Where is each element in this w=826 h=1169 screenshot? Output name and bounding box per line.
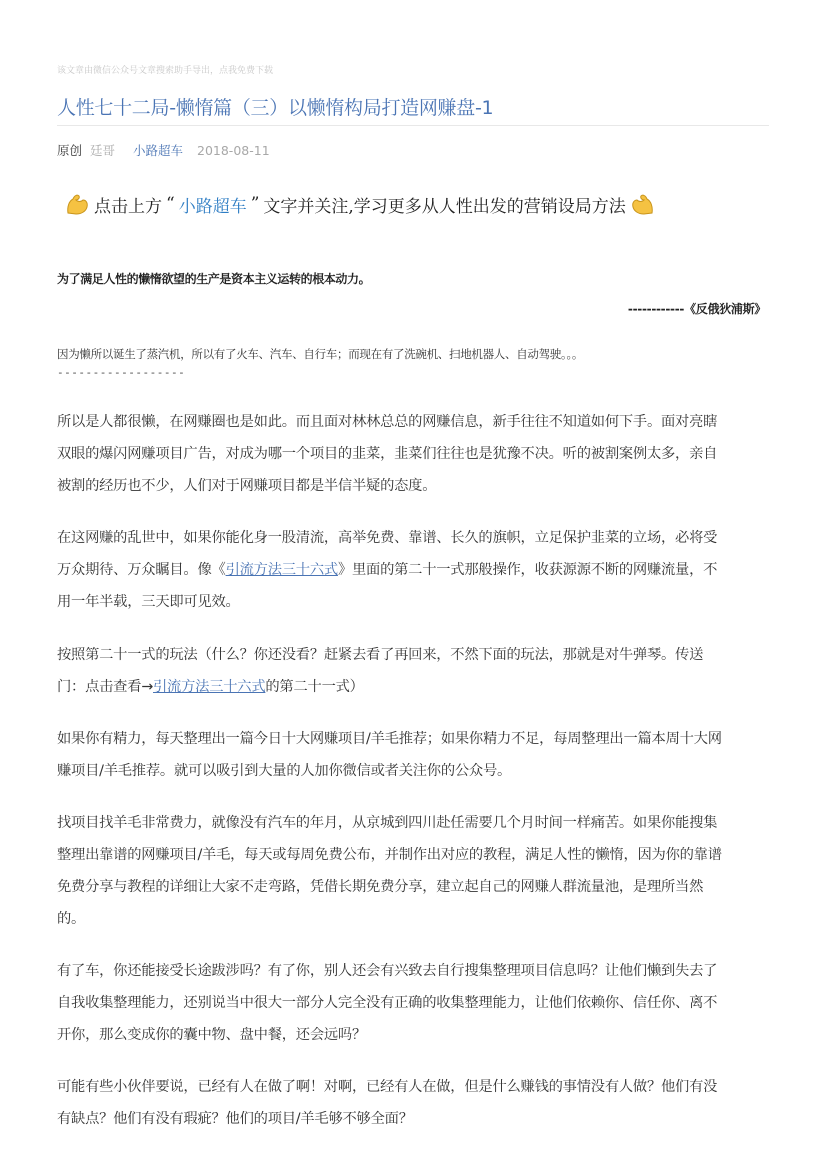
paragraph-6 — [57, 955, 769, 1051]
banner-close-quote: ” — [250, 194, 260, 214]
original-label: 原创 — [57, 143, 83, 158]
paragraph-4 — [57, 723, 769, 787]
traffic-methods-link[interactable]: 引流方法三十六式 — [153, 679, 266, 695]
paragraph-line: 如果你有精力，每天整理出一篇今日十大网赚项目/羊毛推荐；如果你精力不足，每周整理出一篇本周十大网 — [57, 731, 722, 747]
paragraph-line: 开你，那么变成你的囊中物、盘中餐，还会远吗？ — [57, 1027, 367, 1043]
paragraph-line — [57, 671, 769, 703]
paragraph-line: 用一年半载，三天即可见效。 — [57, 594, 240, 610]
article-title: 人性七十二局-懒惰篇（三）以懒惰构局打造网赚盘-1 — [57, 97, 494, 119]
text-segment: 的第二十一式） — [265, 679, 364, 695]
paragraph-line: 双眼的爆闪网赚项目广告，对成为哪一个项目的韭菜，韭菜们往往也是犹豫不决。听的被割案例太多，亲自 — [57, 446, 718, 462]
paragraph-line: 可能有些小伙伴要说，已经有人在做了啊！对啊，已经有人在做，但是什么赚钱的事情没有人做？他们有没 — [57, 1079, 718, 1095]
paragraph-line: 整理出靠谱的网赚项目/羊毛，每天或每周免费公布，并制作出对应的教程，满足人性的懒惰，因为你的靠谱 — [57, 847, 722, 863]
banner-open-quote: “ — [166, 194, 175, 214]
text-segment: 万众期待、万众瞩目。像《 — [57, 562, 226, 578]
text-segment: 》里面的第二十一式那般操作，收获源源不断的网赚流量，不 — [337, 562, 718, 578]
paragraph-line: 按照第二十一式的玩法（什么？你还没看？赶紧去看了再回来，不然下面的玩法，那就是对牛弹琴。传送 — [57, 647, 704, 663]
quote-source: ------------《反俄狄浦斯》 — [627, 302, 766, 316]
banner-suffix: 文字并关注,学习更多从人性出发的营销设局方法 — [263, 196, 626, 217]
paragraph-line: 有了车，你还能接受长途跋涉吗？有了你，别人还会有兴致去自行搜集整理项目信息吗？让他们懒到失去了 — [57, 963, 718, 979]
paragraph-line: 免费分享与教程的详细让大家不走弯路，凭借长期免费分享，建立起自己的网赚人群流量池，是理所当然 — [57, 879, 704, 895]
paragraph-line — [57, 554, 769, 586]
paragraph-line: 赚项目/羊毛推荐。就可以吸引到大量的人加你微信或者关注你的公众号。 — [57, 763, 512, 779]
intro-paragraph: 因为懒所以诞生了蒸汽机，所以有了火车、汽车、自行车；而现在有了洗碗机、扫地机器人、自动驾驶。。。 — [57, 347, 584, 361]
paragraph-2 — [57, 522, 769, 618]
banner-account-highlight[interactable]: 小路超车 — [178, 196, 247, 217]
lead-statement: 为了满足人性的懒惰欲望的生产是资本主义运转的根本动力。 — [57, 272, 371, 286]
flexed-biceps-icon — [630, 191, 656, 217]
flexed-biceps-icon — [64, 191, 90, 217]
paragraph-line: 在这网赚的乱世中，如果你能化身一股清流，高举免费、靠谱、长久的旗帜，立足保护韭菜的立场，必将受 — [57, 530, 718, 546]
banner-prefix: 点击上方 — [94, 196, 162, 217]
author-name: 廷哥 — [90, 143, 116, 158]
separator-dashes: ------------------ — [57, 366, 186, 379]
paragraph-line: 所以是人都很懒，在网赚圈也是如此。而且面对林林总总的网赚信息，新手往往不知道如何下手。面对亮瞎 — [57, 414, 718, 430]
publish-date: 2018-08-11 — [197, 143, 270, 158]
export-note-link[interactable]: 该文章由微信公众号文章搜索助手导出，点我免费下载 — [57, 66, 274, 76]
paragraph-line: 有缺点？他们有没有瑕疵？他们的项目/羊毛够不够全面？ — [57, 1111, 413, 1127]
paragraph-3 — [57, 639, 769, 703]
paragraph-line: 的。 — [57, 911, 86, 927]
text-segment: 门：点击查看→ — [57, 679, 154, 695]
follow-banner — [64, 181, 766, 227]
paragraph-line: 找项目找羊毛非常费力，就像没有汽车的年月，从京城到四川赴任需要几个月时间一样痛苦。如果你能搜集 — [57, 815, 718, 831]
article-meta — [57, 141, 270, 159]
paragraph-line: 被割的经历也不少，人们对于网赚项目都是半信半疑的态度。 — [57, 478, 437, 494]
paragraph-line: 自我收集整理能力，还别说当中很大一部分人完全没有正确的收集整理能力，让他们依赖你、信任你、离不 — [57, 995, 718, 1011]
title-divider — [57, 125, 769, 126]
account-link[interactable]: 小路超车 — [133, 143, 184, 158]
paragraph-1 — [57, 406, 769, 502]
traffic-methods-link[interactable]: 引流方法三十六式 — [225, 562, 338, 578]
paragraph-5 — [57, 807, 769, 935]
paragraph-7 — [57, 1071, 769, 1135]
